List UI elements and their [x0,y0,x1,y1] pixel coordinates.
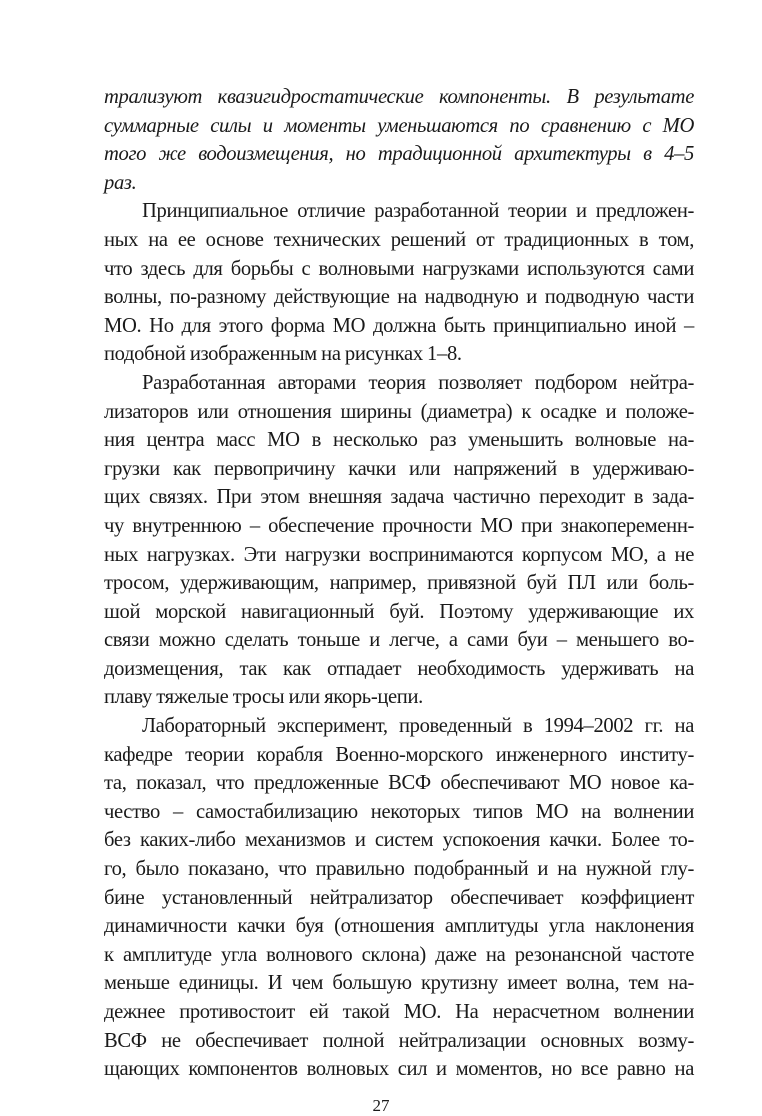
text-line: к амплитуде угла волнового склона) даже на резонансной частоте [104,943,694,966]
text-line: доизмещения, так как отпадает необходимость удерживать на [104,657,694,680]
text-line: без каких-либо механизмов и систем успокоения качки. Более то- [104,829,694,852]
text-line: шой морской навигационный буй. Поэтому удерживающие их [104,600,694,623]
text-line: ния центра масс МО в несколько раз уменьшить волновые на- [104,429,694,452]
text-line: подобной изображенным на рисунках 1–8. [104,343,462,366]
text-line: связи можно сделать тоньше и легче, а сами буи – меньшего во- [104,629,694,652]
text-line: Лабораторный эксперимент, проведенный в 1994–2002 гг. на [142,715,694,738]
page-number: 27 [372,1096,390,1115]
paragraph [104,712,694,1084]
text-line: грузки как первопричину качки или напряжений в удерживаю- [104,457,694,480]
text-line: трализуют квазигидростатические компоненты. В результате [104,86,694,108]
text-line: меньше единицы. И чем большую крутизну имеет волна, тем на- [104,972,694,995]
text-line: ных нагрузках. Эти нагрузки воспринимаются корпусом МО, а не [104,543,694,566]
text-line: лизаторов или отношения ширины (диаметра) к осадке и положе- [104,400,694,423]
text-line: суммарные силы и моменты уменьшаются по сравнению с МО [104,114,694,137]
text-line: чу внутреннюю – обеспечение прочности МО при знакопеременн- [104,514,694,537]
text-line: ВСФ не обеспечивает полной нейтрализации основных возму- [104,1029,694,1052]
paragraph [104,83,694,197]
text-line: го, было показано, что правильно подобранный и на нужной глу- [104,858,694,881]
text-line: ных на ее основе технических решений от традиционных в том, [104,228,694,251]
text-line: кафедре теории корабля Военно-морского инженерного институ- [104,743,694,766]
text-line: тросом, удерживающим, например, привязной буй ПЛ или боль- [104,572,694,595]
text-line: чество – самостабилизацию некоторых типов МО на волнении [104,800,694,823]
text-line: щих связях. При этом внешняя задача частично переходит в зада- [104,486,694,509]
body-text [104,83,694,1084]
text-line: Разработанная авторами теория позволяет подбором нейтра- [142,371,694,394]
text-line: динамичности качки буя (отношения амплитуды угла наклонения [104,915,694,938]
text-line: МО. Но для этого форма МО должна быть принципиально иной – [104,314,694,337]
text-line: щающих компонентов волновых сил и моментов, но все равно на [104,1058,694,1081]
text-line: волны, по-разному действующие на надводную и подводную части [104,286,694,309]
text-line: Принципиальное отличие разработанной теории и предложен- [142,200,694,223]
paragraph [104,197,694,369]
text-line: плаву тяжелые тросы или якорь-цепи. [104,686,423,709]
text-line: что здесь для борьбы с волновыми нагрузками используются сами [104,257,694,280]
text-line: раз. [104,171,137,194]
text-line: того же водоизмещения, но традиционной архитектуры в 4–5 [104,143,694,166]
text-line: дежнее противостоит ей такой МО. На нерасчетном волнении [104,1001,694,1023]
text-line: бине установленный нейтрализатор обеспечивает коэффициент [104,886,694,909]
paragraph [104,369,694,712]
text-line: та, показал, что предложенные ВСФ обеспечивают МО новое ка- [104,772,694,795]
